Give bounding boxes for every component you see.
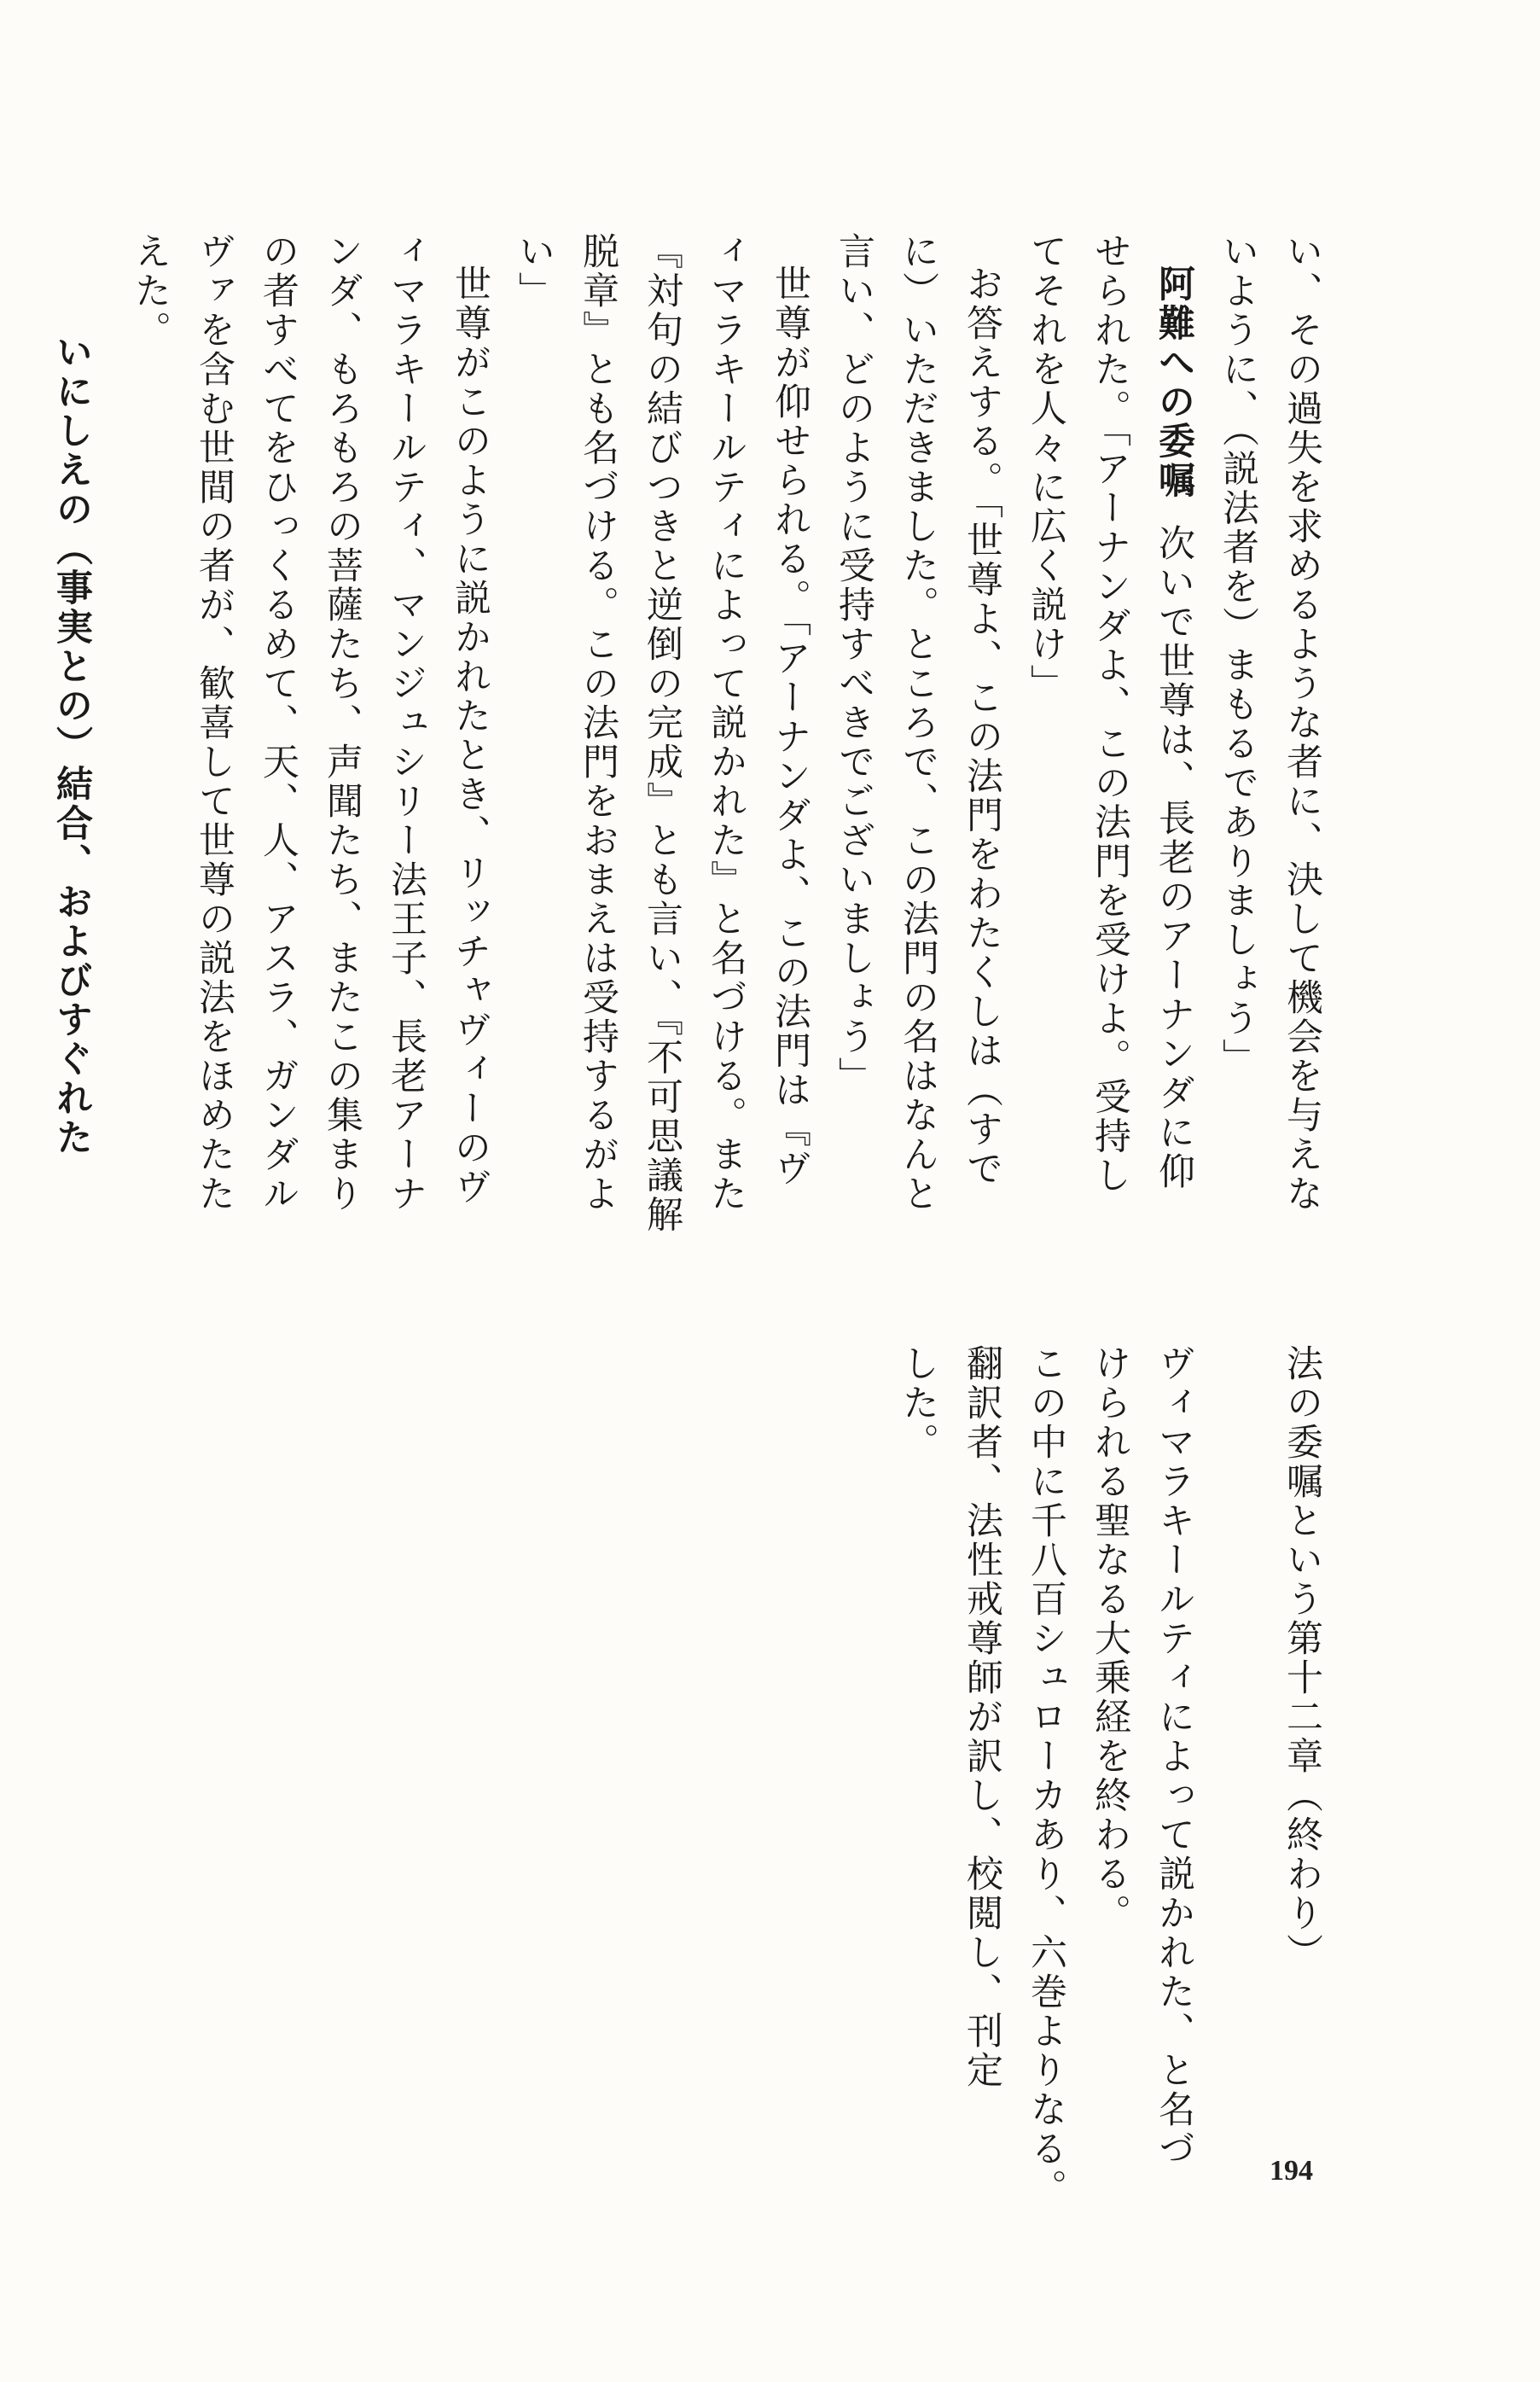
text-column: い」: [513, 232, 555, 311]
text-column: いように、（説法者を）まもるでありましょう」: [1217, 232, 1259, 1078]
text-column: 世尊が仰せられる。「アーナンダよ、この法門は『ヴ: [769, 265, 811, 1189]
verse-line: いにしえの（事実との）結合、およびすぐれた: [50, 333, 93, 1157]
text-column: えた。: [129, 232, 171, 350]
text-column: 『対句の結びつきと逆倒の完成』とも言い、『不可思議解: [641, 232, 683, 1235]
colophon-column: この中に千八百シュローカあり、六巻よりなる。: [1025, 1344, 1067, 2208]
text-column: ィマラキールティによって説かれた』と名づける。また: [705, 232, 747, 1214]
text-column: てそれを人々に広く説け」: [1025, 232, 1067, 703]
colophon-column: けられる聖なる大乗経を終わる。: [1089, 1344, 1131, 1933]
text-column: 世尊がこのように説かれたとき、リッチャヴィーのヴ: [449, 265, 491, 1207]
text-column: [1153, 265, 1195, 1191]
text-column: に）いただきました。ところで、この法門の名はなんと: [897, 232, 939, 1214]
text-column: ィマラキールティ、マンジュシリー法王子、長老アーナ: [385, 232, 427, 1214]
colophon-column: した。: [897, 1344, 939, 1462]
text-column: 言い、どのように受持すべきでございましょう」: [833, 232, 875, 1096]
text-column: ヴァを含む世間の者が、歓喜して世尊の説法をほめたた: [193, 232, 235, 1214]
colophon-column: ヴィマラキールティによって説かれた、と名づ: [1153, 1344, 1195, 2169]
text-column: い、その過失を求めるような者に、決して機会を与えな: [1281, 232, 1323, 1214]
text-column: ンダ、もろもろの菩薩たち、声聞たち、またこの集まり: [321, 232, 363, 1214]
text-column: お答えする。「世尊よ、この法門をわたくしは（すで: [961, 265, 1003, 1189]
text-segment: 次いで世尊は、長老のアーナンダに仰: [1153, 524, 1195, 1191]
colophon-column: 法の委嘱という第十二章（終わり）: [1281, 1344, 1323, 1972]
text-column: の者すべてをひっくるめて、天、人、アスラ、ガンダル: [257, 232, 299, 1214]
section-heading: 阿難への委嘱: [1153, 265, 1195, 500]
page-number: 194: [1270, 2155, 1313, 2187]
text-column: せられた。「アーナンダよ、この法門を受けよ。受持し: [1089, 232, 1131, 1196]
text-column: 脱章』とも名づける。この法門をおまえは受持するがよ: [577, 232, 619, 1214]
colophon-column: 翻訳者、法性戒尊師が訳し、校閲し、刊定: [961, 1344, 1003, 2090]
